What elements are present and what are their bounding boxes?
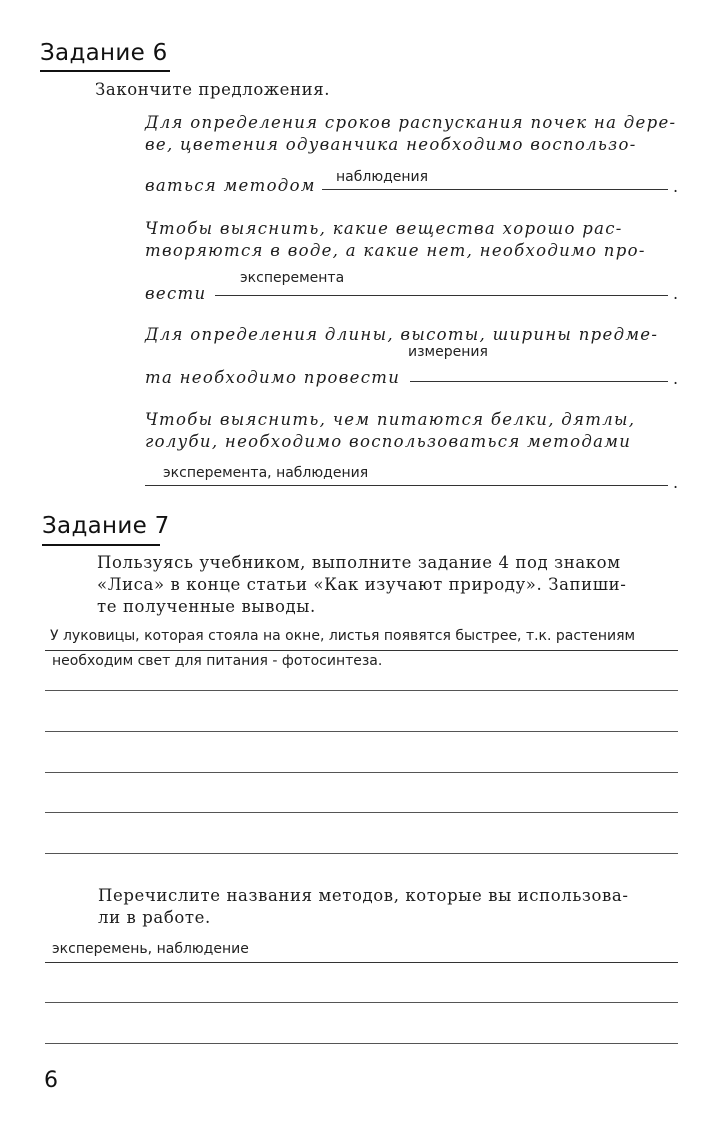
task7-heading-rule	[42, 544, 160, 546]
task7-writing-line-9	[45, 1043, 678, 1044]
s3-line1: Для определения длины, высоты, ширины предме-	[145, 325, 659, 344]
s4-answer: эксперемента, наблюдения	[163, 465, 369, 481]
s2-line2: творяются в воде, а какие нет, необходимо про-	[145, 241, 646, 260]
s1-answer-line	[322, 189, 668, 190]
task7-answer-line2: необходим свет для питания - фотосинтеза.	[52, 653, 383, 669]
task6-heading: Задание 6	[40, 40, 168, 66]
task7-writing-line-3	[45, 731, 678, 732]
s2-answer: эксперемента	[240, 270, 345, 286]
page-number: 6	[44, 1068, 58, 1093]
s2-line3: вести	[145, 284, 207, 303]
task7-writing-line-5	[45, 812, 678, 813]
s3-answer: измерения	[408, 344, 488, 360]
task7-p1-line3: те полученные выводы.	[97, 597, 316, 616]
s1-line2: ве, цветения одуванчика необходимо воспользо-	[145, 135, 637, 154]
s2-period: .	[673, 284, 679, 303]
task6-heading-rule	[40, 70, 170, 72]
task7-writing-line-7	[45, 962, 678, 963]
task6-instruction: Закончите предложения.	[95, 80, 331, 99]
s1-line1: Для определения сроков распускания почек на дере-	[145, 113, 677, 132]
task7-p1-line1: Пользуясь учебником, выполните задание 4 под знаком	[97, 553, 621, 572]
task7-writing-line-2	[45, 690, 678, 691]
s4-answer-line	[145, 485, 668, 486]
task7-writing-line-1	[45, 650, 678, 651]
s4-line1: Чтобы выяснить, чем питаются белки, дятлы,	[145, 410, 636, 429]
s4-period: .	[673, 473, 679, 492]
s1-period: .	[673, 177, 679, 196]
s1-answer: наблюдения	[336, 169, 429, 185]
task7-p1-line2: «Лиса» в конце статьи «Как изучают природу». Запиши-	[97, 575, 627, 594]
s4-line2: голуби, необходимо воспользоваться методами	[145, 432, 632, 451]
task7-answer2: эксперемень, наблюдение	[52, 941, 249, 957]
s1-line3: ваться методом	[145, 176, 316, 195]
task7-p2-line1: Перечислите названия методов, которые вы использова-	[98, 886, 629, 905]
task7-writing-line-6	[45, 853, 678, 854]
s2-answer-line	[215, 295, 668, 296]
s2-line1: Чтобы выяснить, какие вещества хорошо рас-	[145, 219, 623, 238]
s3-period: .	[673, 369, 679, 388]
task7-writing-line-8	[45, 1002, 678, 1003]
task7-writing-line-4	[45, 772, 678, 773]
task7-answer-line1: У луковицы, которая стояла на окне, листья появятся быстрее, т.к. растениям	[50, 628, 636, 644]
task7-p2-line2: ли в работе.	[98, 908, 211, 927]
s3-line2: та необходимо провести	[145, 368, 401, 387]
task7-heading: Задание 7	[42, 513, 170, 539]
s3-answer-line	[410, 381, 668, 382]
